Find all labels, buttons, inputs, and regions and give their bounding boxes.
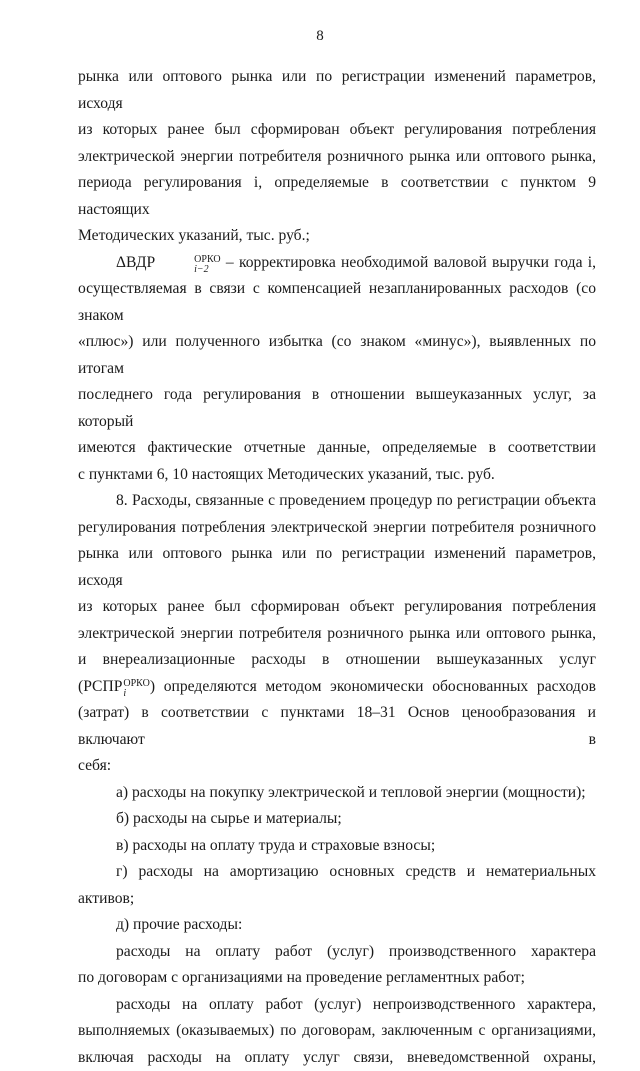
symbol-open: (РСПР [78, 678, 122, 695]
list-item: д) прочие расходы: [78, 912, 596, 939]
list-item: в) расходы на оплату труда и страховые взносы; [78, 833, 596, 860]
paragraph-line: из которых ранее был сформирован объект регулирования потребления [78, 117, 596, 144]
paragraph-line: электрической энергии потребителя розничного рынка или оптового рынка, [78, 144, 596, 171]
symbol-base: ΔВДР [116, 254, 155, 271]
paragraph-line: расходы на оплату работ (услуг) непроизводственного характера, [78, 992, 596, 1019]
symbol-close: ) [150, 678, 155, 695]
paragraph-line: периода регулирования i, определяемые в соответствии с пунктом 9 настоящих [78, 170, 596, 223]
symbol-superscript: ОРКО [156, 255, 220, 265]
paragraph-line: с пунктами 6, 10 настоящих Методических указаний, тыс. руб. [78, 462, 596, 489]
paragraph-line: и внереализационные расходы в отношении вышеуказанных услуг [78, 647, 596, 674]
paragraph-line: имеются фактические отчетные данные, определяемые в соответствии [78, 435, 596, 462]
definition-first-line [78, 250, 596, 277]
formula-line [78, 674, 596, 701]
paragraph-line: рынка или оптового рынка или по регистрации изменений параметров, исходя [78, 541, 596, 594]
list-item: г) расходы на амортизацию основных средств и нематериальных активов; [78, 859, 596, 912]
definition-text: – корректировка необходимой валовой выручки года i, [226, 254, 596, 271]
paragraph-line: последнего года регулирования в отношении вышеуказанных услуг, за который [78, 382, 596, 435]
paragraph-line: (затрат) в соответствии с пунктами 18–31 Основ ценообразования и включают в [78, 700, 596, 753]
list-item: а) расходы на покупку электрической и тепловой энергии (мощности); [78, 780, 596, 807]
symbol-indices [123, 679, 149, 699]
paragraph-line: включая расходы на оплату услуг связи, вневедомственной охраны, [78, 1045, 596, 1071]
symbol-subscript: i [123, 689, 149, 699]
paragraph-line: по договорам с организациями на проведение регламентных работ; [78, 965, 596, 992]
paragraph-line: выполняемых (оказываемых) по договорам, заключенным с организациями, [78, 1018, 596, 1045]
paragraph-line: регулирования потребления электрической энергии потребителя розничного [78, 515, 596, 542]
paragraph-line: из которых ранее был сформирован объект регулирования потребления [78, 594, 596, 621]
paragraph-line: рынка или оптового рынка или по регистрации изменений параметров, исходя [78, 64, 596, 117]
paragraph-line: Методических указаний, тыс. руб.; [78, 223, 596, 250]
document-body [78, 64, 596, 1071]
paragraph-line: «плюс») или полученного избытка (со знаком «минус»), выявленных по итогам [78, 329, 596, 382]
page-number: 8 [0, 27, 640, 45]
paragraph-line: себя: [78, 753, 596, 780]
formula-symbol-dvdr [116, 254, 221, 271]
paragraph-line: 8. Расходы, связанные с проведением процедур по регистрации объекта [78, 488, 596, 515]
symbol-indices [156, 255, 220, 275]
formula-line-text: определяются методом экономически обоснованных расходов [164, 678, 596, 695]
symbol-superscript: ОРКО [123, 679, 149, 689]
formula-symbol-rspr [78, 678, 155, 695]
symbol-subscript: i−2 [156, 265, 220, 275]
paragraph-line: осуществляемая в связи с компенсацией незапланированных расходов (со знаком [78, 276, 596, 329]
list-item: б) расходы на сырье и материалы; [78, 806, 596, 833]
paragraph-line: электрической энергии потребителя розничного рынка или оптового рынка, [78, 621, 596, 648]
paragraph-line: расходы на оплату работ (услуг) производственного характера [78, 939, 596, 966]
